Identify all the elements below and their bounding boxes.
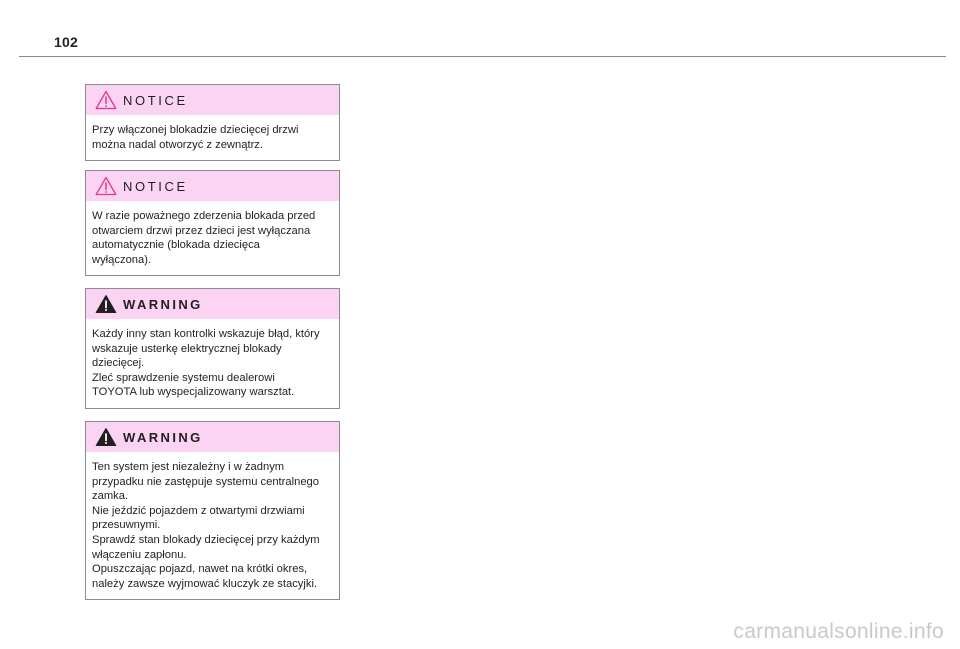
body-line: automatycznie (blokada dziecięca [92,239,260,252]
body-line: Nie jeździć pojazdem z otwartymi drzwiami [92,504,305,517]
notice-box-1 [85,84,340,161]
notice-title: NOTICE [123,92,188,108]
body-line: W razie poważnego zderzenia blokada przed [92,210,316,222]
body-line: Zleć sprawdzenie systemu dealerowi [92,371,275,384]
body-line: włączeniu zapłonu. [92,548,187,561]
body-line: Każdy inny stan kontrolki wskazuje błąd, który [92,328,320,340]
body-line: Przy włączonej blokadzie dziecięcej drzwi [92,124,299,136]
body-line: należy zawsze wyjmować kluczyk ze stacyjki. [92,577,318,590]
warning-box-2 [85,421,340,600]
notice-title: NOTICE [123,178,188,194]
body-line: TOYOTA lub wyspecjalizowany warsztat. [92,386,295,399]
header-divider [19,56,946,57]
warning-box-header [86,422,339,452]
notice-body [86,115,339,160]
warning-title: WARNING [123,296,203,312]
notice-body [86,201,339,275]
watermark: carmanualsonline.info [733,620,944,643]
warning-title: WARNING [123,429,203,445]
body-line: wyłączona). [92,253,152,266]
notice-box-header [86,85,339,115]
warning-triangle-filled-icon [95,427,117,447]
body-line: zamka. [92,490,129,503]
caution-triangle-outline-icon [95,90,117,110]
warning-body [86,319,339,408]
body-line: przypadku nie zastępuje systemu centralnego [92,475,319,488]
body-line: Ten system jest niezależny i w żadnym [92,461,285,473]
body-line: Sprawdź stan blokady dziecięcej przy każdym [92,533,320,546]
warning-box-1 [85,288,340,409]
page-number: 102 [54,34,78,50]
warning-triangle-filled-icon [95,294,117,314]
body-line: otwarciem drzwi przez dzieci jest wyłączana [92,224,311,237]
warning-body [86,452,339,599]
body-line: dziecięcej. [92,357,145,370]
warning-box-header [86,289,339,319]
caution-triangle-outline-icon [95,176,117,196]
body-line: można nadal otworzyć z zewnątrz. [92,138,263,151]
body-line: wskazuje usterkę elektrycznej blokady [92,342,282,355]
notice-box-header [86,171,339,201]
body-line: przesuwnymi. [92,519,161,532]
body-line: Opuszczając pojazd, nawet na krótki okres, [92,563,308,576]
notice-box-2 [85,170,340,276]
